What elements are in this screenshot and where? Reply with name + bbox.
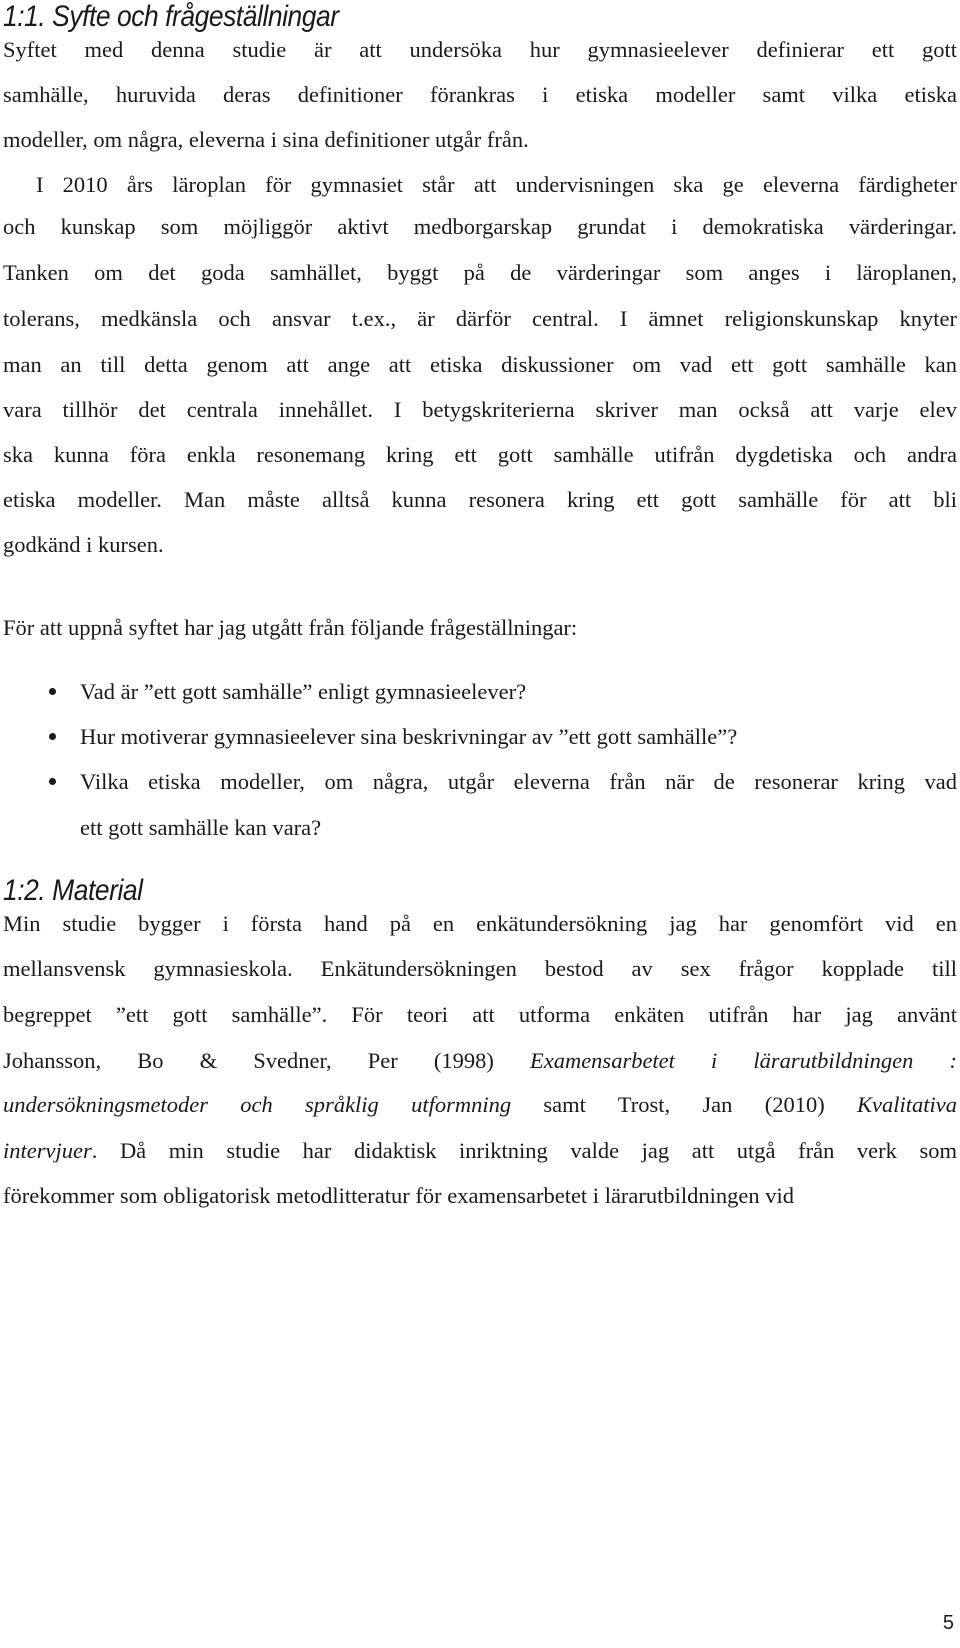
- paragraph-line: vara tillhör det centrala innehållet. I betygskriterierna skriver man också att varje elev: [3, 397, 957, 422]
- paragraph-line: I 2010 års läroplan för gymnasiet står att undervisningen ska ge eleverna färdigheter: [36, 172, 957, 197]
- citation-title: undersökningsmetoder och språklig utformning: [3, 1092, 512, 1117]
- paragraph-line: förekommer som obligatorisk metodlitteratur för examensarbetet i lärarutbildningen vid: [3, 1183, 795, 1208]
- section-heading-syfte: 1:1. Syfte och frågeställningar: [3, 0, 339, 33]
- paragraph-line: mellansvensk gymnasieskola. Enkätundersökningen bestod av sex frågor kopplade till: [3, 956, 957, 981]
- citation-authors: Johansson, Bo & Svedner, Per (1998): [3, 1048, 530, 1073]
- citation-title: Kvalitativa: [857, 1092, 957, 1117]
- paragraph-line: [3, 1140, 957, 1163]
- paragraph-line: tolerans, medkänsla och ansvar t.ex., är därför central. I ämnet religionskunskap knyter: [3, 306, 957, 331]
- paragraph-line: man an till detta genom att ange att etiska diskussioner om vad ett gott samhälle kan: [3, 352, 957, 377]
- section-heading-material: 1:2. Material: [3, 874, 143, 907]
- citation-authors: samt Trost, Jan (2010): [511, 1092, 857, 1117]
- question-item: Hur motiverar gymnasieelever sina beskrivningar av ”ett gott samhälle”?: [80, 724, 738, 749]
- paragraph-line: samhälle, huruvida deras definitioner förankras i etiska modeller samt vilka etiska: [3, 82, 957, 107]
- paragraph-text: . Då min studie har didaktisk inriktning valde jag att utgå från verk som: [91, 1138, 957, 1163]
- question-item-continuation: ett gott samhälle kan vara?: [80, 815, 322, 840]
- page-number: 5: [942, 1612, 954, 1634]
- paragraph-line: modeller, om några, eleverna i sina definitioner utgår från.: [3, 127, 529, 152]
- paragraph-line: Syftet med denna studie är att undersöka hur gymnasieelever definierar ett gott: [3, 37, 957, 62]
- citation-title: Examensarbetet i lärarutbildningen :: [529, 1048, 957, 1073]
- questions-intro: För att uppnå syftet har jag utgått från följande frågeställningar:: [3, 615, 578, 640]
- bullet-icon: [49, 733, 56, 740]
- paragraph-line: begreppet ”ett gott samhälle”. För teori att utforma enkäten utifrån har jag använt: [3, 1002, 957, 1027]
- paragraph-line: ska kunna föra enkla resonemang kring ett gott samhälle utifrån dygdetiska och andra: [3, 442, 957, 467]
- paragraph-line: [3, 1050, 957, 1073]
- bullet-icon: [49, 778, 56, 785]
- paragraph-line: [3, 1094, 957, 1117]
- paragraph-line: Min studie bygger i första hand på en enkätundersökning jag har genomfört vid en: [3, 911, 957, 936]
- paragraph-line: godkänd i kursen.: [3, 532, 164, 557]
- question-item: Vad är ”ett gott samhälle” enligt gymnasieelever?: [80, 679, 527, 704]
- paragraph-line: Tanken om det goda samhället, byggt på de värderingar som anges i läroplanen,: [3, 260, 957, 285]
- bullet-icon: [49, 688, 56, 695]
- paragraph-line: etiska modeller. Man måste alltså kunna resonera kring ett gott samhälle för att bli: [3, 487, 957, 512]
- citation-title: intervjuer: [3, 1138, 92, 1163]
- paragraph-line: och kunskap som möjliggör aktivt medborgarskap grundat i demokratiska värderingar.: [3, 214, 957, 239]
- question-item: Vilka etiska modeller, om några, utgår eleverna från när de resonerar kring vad: [80, 769, 957, 794]
